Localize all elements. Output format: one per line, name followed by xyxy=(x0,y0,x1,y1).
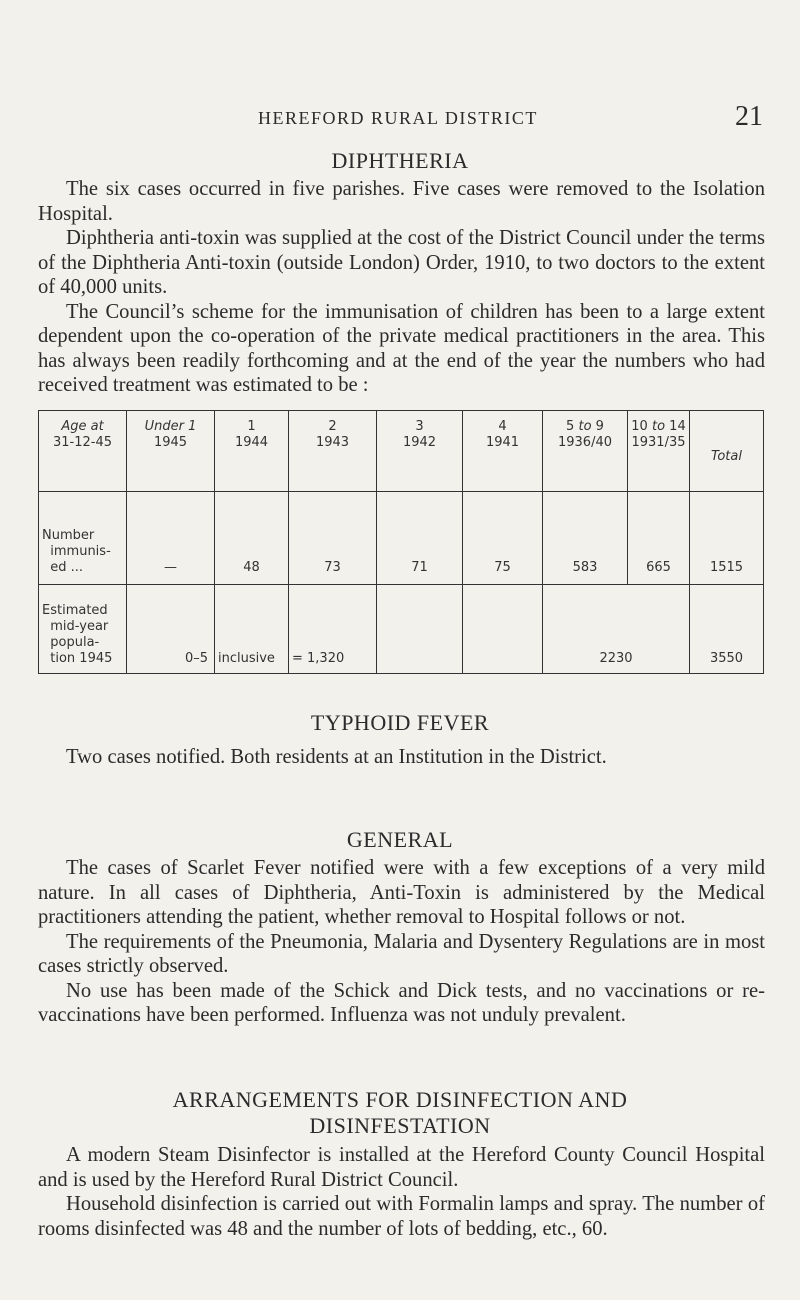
table-cell: 0–5 xyxy=(127,585,215,674)
column-header: 2 1943 xyxy=(289,411,377,492)
paragraph: The six cases occurred in five parishes. Five cases were removed to the Isolation Hospital. xyxy=(38,178,765,225)
disinfection-text xyxy=(38,1143,765,1241)
column-header: 4 1941 xyxy=(463,411,543,492)
row-label: Number immunis- ed ... xyxy=(39,492,127,585)
paragraph: Two cases notified. Both residents at an Institution in the District. xyxy=(66,746,607,768)
table-cell: 71 xyxy=(377,492,463,585)
table-row xyxy=(39,492,764,585)
general-text xyxy=(38,856,765,1028)
typhoid-text xyxy=(38,745,765,770)
table-cell: 3550 xyxy=(690,585,764,674)
paragraph: A modern Steam Disinfector is installed at the Hereford County Council Hospital and is used by the Hereford Rural District Council. xyxy=(38,1144,765,1191)
paragraph: The Council’s scheme for the immunisation of children has been to a large extent dependent upon the co-operation of the private medical practitioners in the area. This has always been readily forthcoming and at the end of the year the numbers who had received treatment was estimated to be : xyxy=(38,300,765,396)
paragraph: Diphtheria anti-toxin was supplied at the cost of the District Council under the terms of the Diphtheria Anti-toxin (outside London) Order, 1910, to two doctors to the extent of 40,000 units. xyxy=(38,227,765,298)
table-cell: 73 xyxy=(289,492,377,585)
table-cell xyxy=(463,585,543,674)
disinfection-heading xyxy=(0,1087,800,1139)
column-header: Age at 31-12-45 xyxy=(39,411,127,492)
row-label: Estimated mid-year popula- tion 1945 xyxy=(39,585,127,674)
typhoid-heading: TYPHOID FEVER xyxy=(310,710,490,735)
column-header: 10 to 14 1931/35 xyxy=(628,411,690,492)
table-cell: = 1,320 xyxy=(289,585,377,674)
table-cell: 665 xyxy=(628,492,690,585)
page-number: 21 xyxy=(735,101,763,132)
table-cell: 1515 xyxy=(690,492,764,585)
paragraph: The cases of Scarlet Fever notified were with a few exceptions of a very mild nature. In all cases of Diphtheria, Anti-Toxin is administered by the Medical practitioners attending the patient, whether removal to Hospital follows or not. xyxy=(38,857,765,928)
column-header: Total xyxy=(690,411,764,492)
table-cell: 2230 xyxy=(543,585,690,674)
running-head: HEREFORD RURAL DISTRICT xyxy=(258,108,538,128)
diphtheria-heading: DIPHTHERIA xyxy=(331,148,469,173)
table-cell: 583 xyxy=(543,492,628,585)
column-header: 5 to 9 1936/40 xyxy=(543,411,628,492)
diphtheria-text xyxy=(38,177,765,398)
table-cell: — xyxy=(127,492,215,585)
heading-line: DISINFESTATION xyxy=(309,1113,491,1138)
paragraph: Household disinfection is carried out with Formalin lamps and spray. The number of rooms disinfected was 48 and the number of lots of bedding, etc., 60. xyxy=(38,1193,765,1240)
page-header xyxy=(0,101,800,134)
general-heading: GENERAL xyxy=(346,827,454,852)
paragraph: No use has been made of the Schick and Dick tests, and no vaccinations or re-vaccinations have been performed. Influenza was not unduly prevalent. xyxy=(38,979,765,1026)
table-row xyxy=(39,585,764,674)
immunisation-table xyxy=(38,410,764,674)
column-header: 1 1944 xyxy=(215,411,289,492)
heading-line: ARRANGEMENTS FOR DISINFECTION AND xyxy=(172,1087,628,1112)
column-header: Under 1 1945 xyxy=(127,411,215,492)
table-cell: 75 xyxy=(463,492,543,585)
table-header-row xyxy=(39,411,764,492)
table-cell xyxy=(377,585,463,674)
column-header: 3 1942 xyxy=(377,411,463,492)
table-cell: inclusive xyxy=(215,585,289,674)
paragraph: The requirements of the Pneumonia, Malaria and Dysentery Regulations are in most cases strictly observed. xyxy=(38,930,765,977)
table-cell: 48 xyxy=(215,492,289,585)
